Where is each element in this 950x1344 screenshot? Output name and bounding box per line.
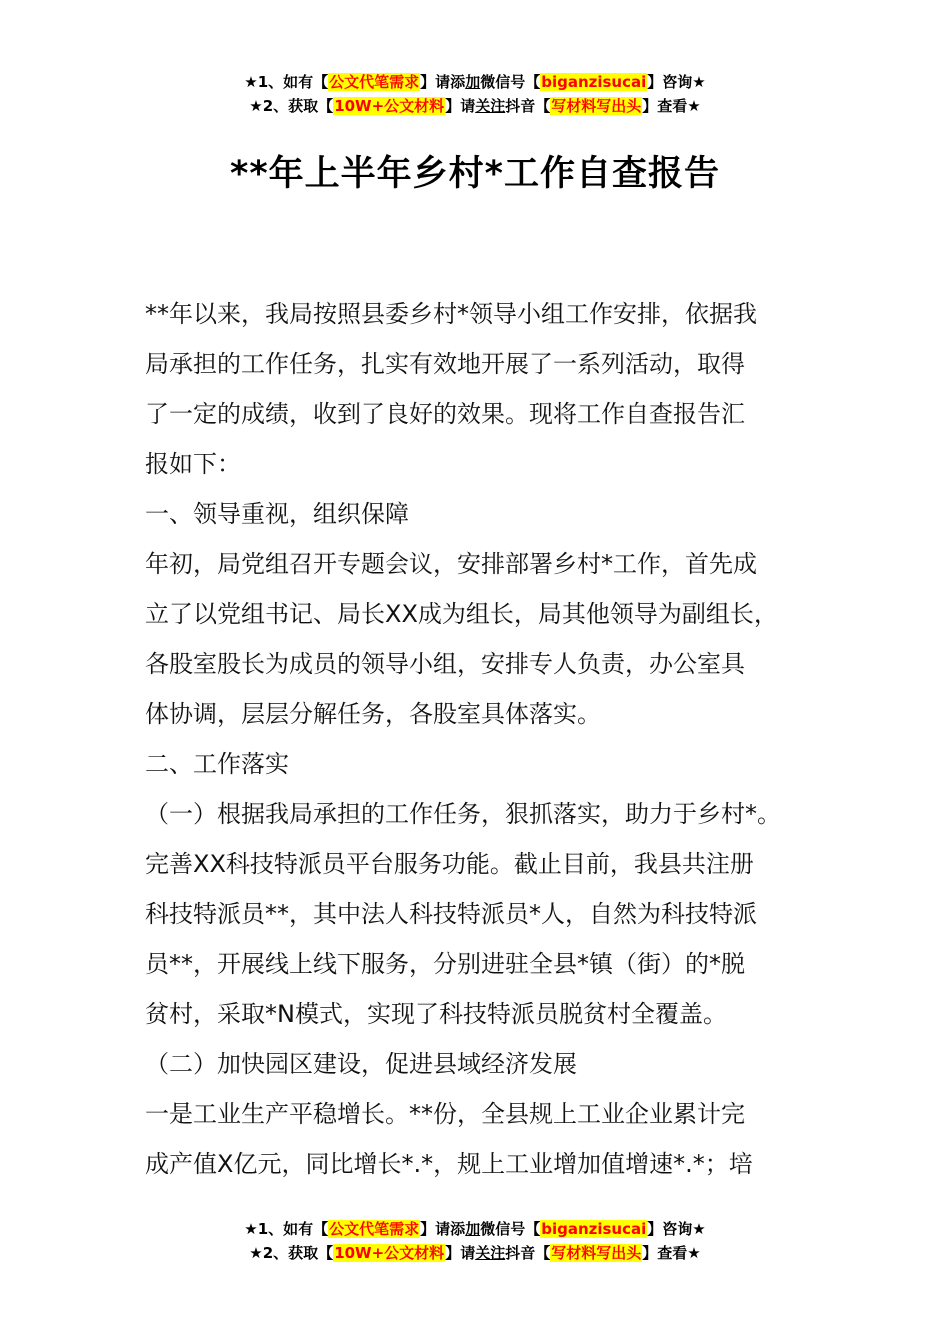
- promo-highlight: 公文代笔需求: [329, 1220, 420, 1238]
- promo-highlight: 公文代笔需求: [329, 73, 420, 91]
- body-line: 局承担的工作任务，扎实有效地开展了一系列活动，取得: [145, 350, 745, 378]
- promo-line-2: [0, 1241, 950, 1265]
- promo-text: 微信号【: [480, 73, 541, 91]
- body-line: 年初，局党组召开专题会议，安排部署乡村*工作，首先成: [145, 550, 757, 578]
- body-line: 立了以党组书记、局长XX成为组长，局其他领导为副组长，: [145, 600, 778, 628]
- promo-text: 抖音【: [505, 1244, 551, 1262]
- promo-line-1: [0, 70, 950, 94]
- promo-line-1: [0, 1217, 950, 1241]
- body-line: **年以来，我局按照县委乡村*领导小组工作安排，依据我: [145, 300, 757, 328]
- body-line: 体协调，层层分解任务，各股室具体落实。: [145, 700, 601, 728]
- promo-line-2: [0, 94, 950, 118]
- promo-text: ★1、如有【: [244, 73, 329, 91]
- promo-underlined: 加: [465, 73, 481, 91]
- body-line: 一是工业生产平稳增长。**份，全县规上工业企业累计完: [145, 1100, 745, 1128]
- promo-text: 】咨询★: [647, 73, 706, 91]
- body-line: 了一定的成绩，收到了良好的效果。现将工作自查报告汇: [145, 400, 745, 428]
- wechat-id-highlight: biganzisucai: [541, 73, 647, 91]
- douyin-account-highlight: 写材料写出头: [551, 97, 642, 115]
- promo-underlined: 关注: [475, 1244, 506, 1262]
- subsection-heading: （二）加快园区建设，促进县域经济发展: [145, 1050, 577, 1078]
- document-body: [145, 289, 835, 1189]
- promo-highlight: 10W+公文材料: [334, 97, 445, 115]
- section-heading: 一、领导重视，组织保障: [145, 500, 409, 528]
- promo-underlined: 加: [465, 1220, 481, 1238]
- body-line: 贫村，采取*N模式，实现了科技特派员脱贫村全覆盖。: [145, 1000, 727, 1028]
- promo-banner-top: [0, 70, 950, 118]
- body-line: 成产值X亿元，同比增长*.*，规上工业增加值增速*.*；培: [145, 1150, 753, 1178]
- section-heading: 二、工作落实: [145, 750, 289, 778]
- promo-text: 】咨询★: [647, 1220, 706, 1238]
- body-line: 各股室股长为成员的领导小组，安排专人负责，办公室具: [145, 650, 745, 678]
- body-line: 完善XX科技特派员平台服务功能。截止目前，我县共注册: [145, 850, 754, 878]
- promo-underlined: 关注: [475, 97, 506, 115]
- promo-text: 抖音【: [505, 97, 551, 115]
- promo-banner-bottom: [0, 1217, 950, 1265]
- body-line: 员**，开展线上线下服务，分别进驻全县*镇（街）的*脱: [145, 950, 745, 978]
- promo-text: 】请添: [420, 73, 466, 91]
- promo-text: 】查看★: [642, 97, 701, 115]
- promo-text: 微信号【: [480, 1220, 541, 1238]
- promo-text: 】查看★: [642, 1244, 701, 1262]
- wechat-id-highlight: biganzisucai: [541, 1220, 647, 1238]
- promo-text: 】请: [445, 1244, 476, 1262]
- douyin-account-highlight: 写材料写出头: [551, 1244, 642, 1262]
- body-line: 科技特派员**，其中法人科技特派员*人，自然为科技特派: [145, 900, 757, 928]
- promo-text: ★2、获取【: [249, 97, 334, 115]
- subsection-line: （一）根据我局承担的工作任务，狠抓落实，助力于乡村*。: [145, 800, 781, 828]
- promo-text: ★2、获取【: [249, 1244, 334, 1262]
- body-line: 报如下：: [145, 450, 241, 478]
- promo-highlight: 10W+公文材料: [334, 1244, 445, 1262]
- promo-text: ★1、如有【: [244, 1220, 329, 1238]
- document-title: **年上半年乡村*工作自查报告: [230, 154, 720, 194]
- promo-text: 】请: [445, 97, 476, 115]
- promo-text: 】请添: [420, 1220, 466, 1238]
